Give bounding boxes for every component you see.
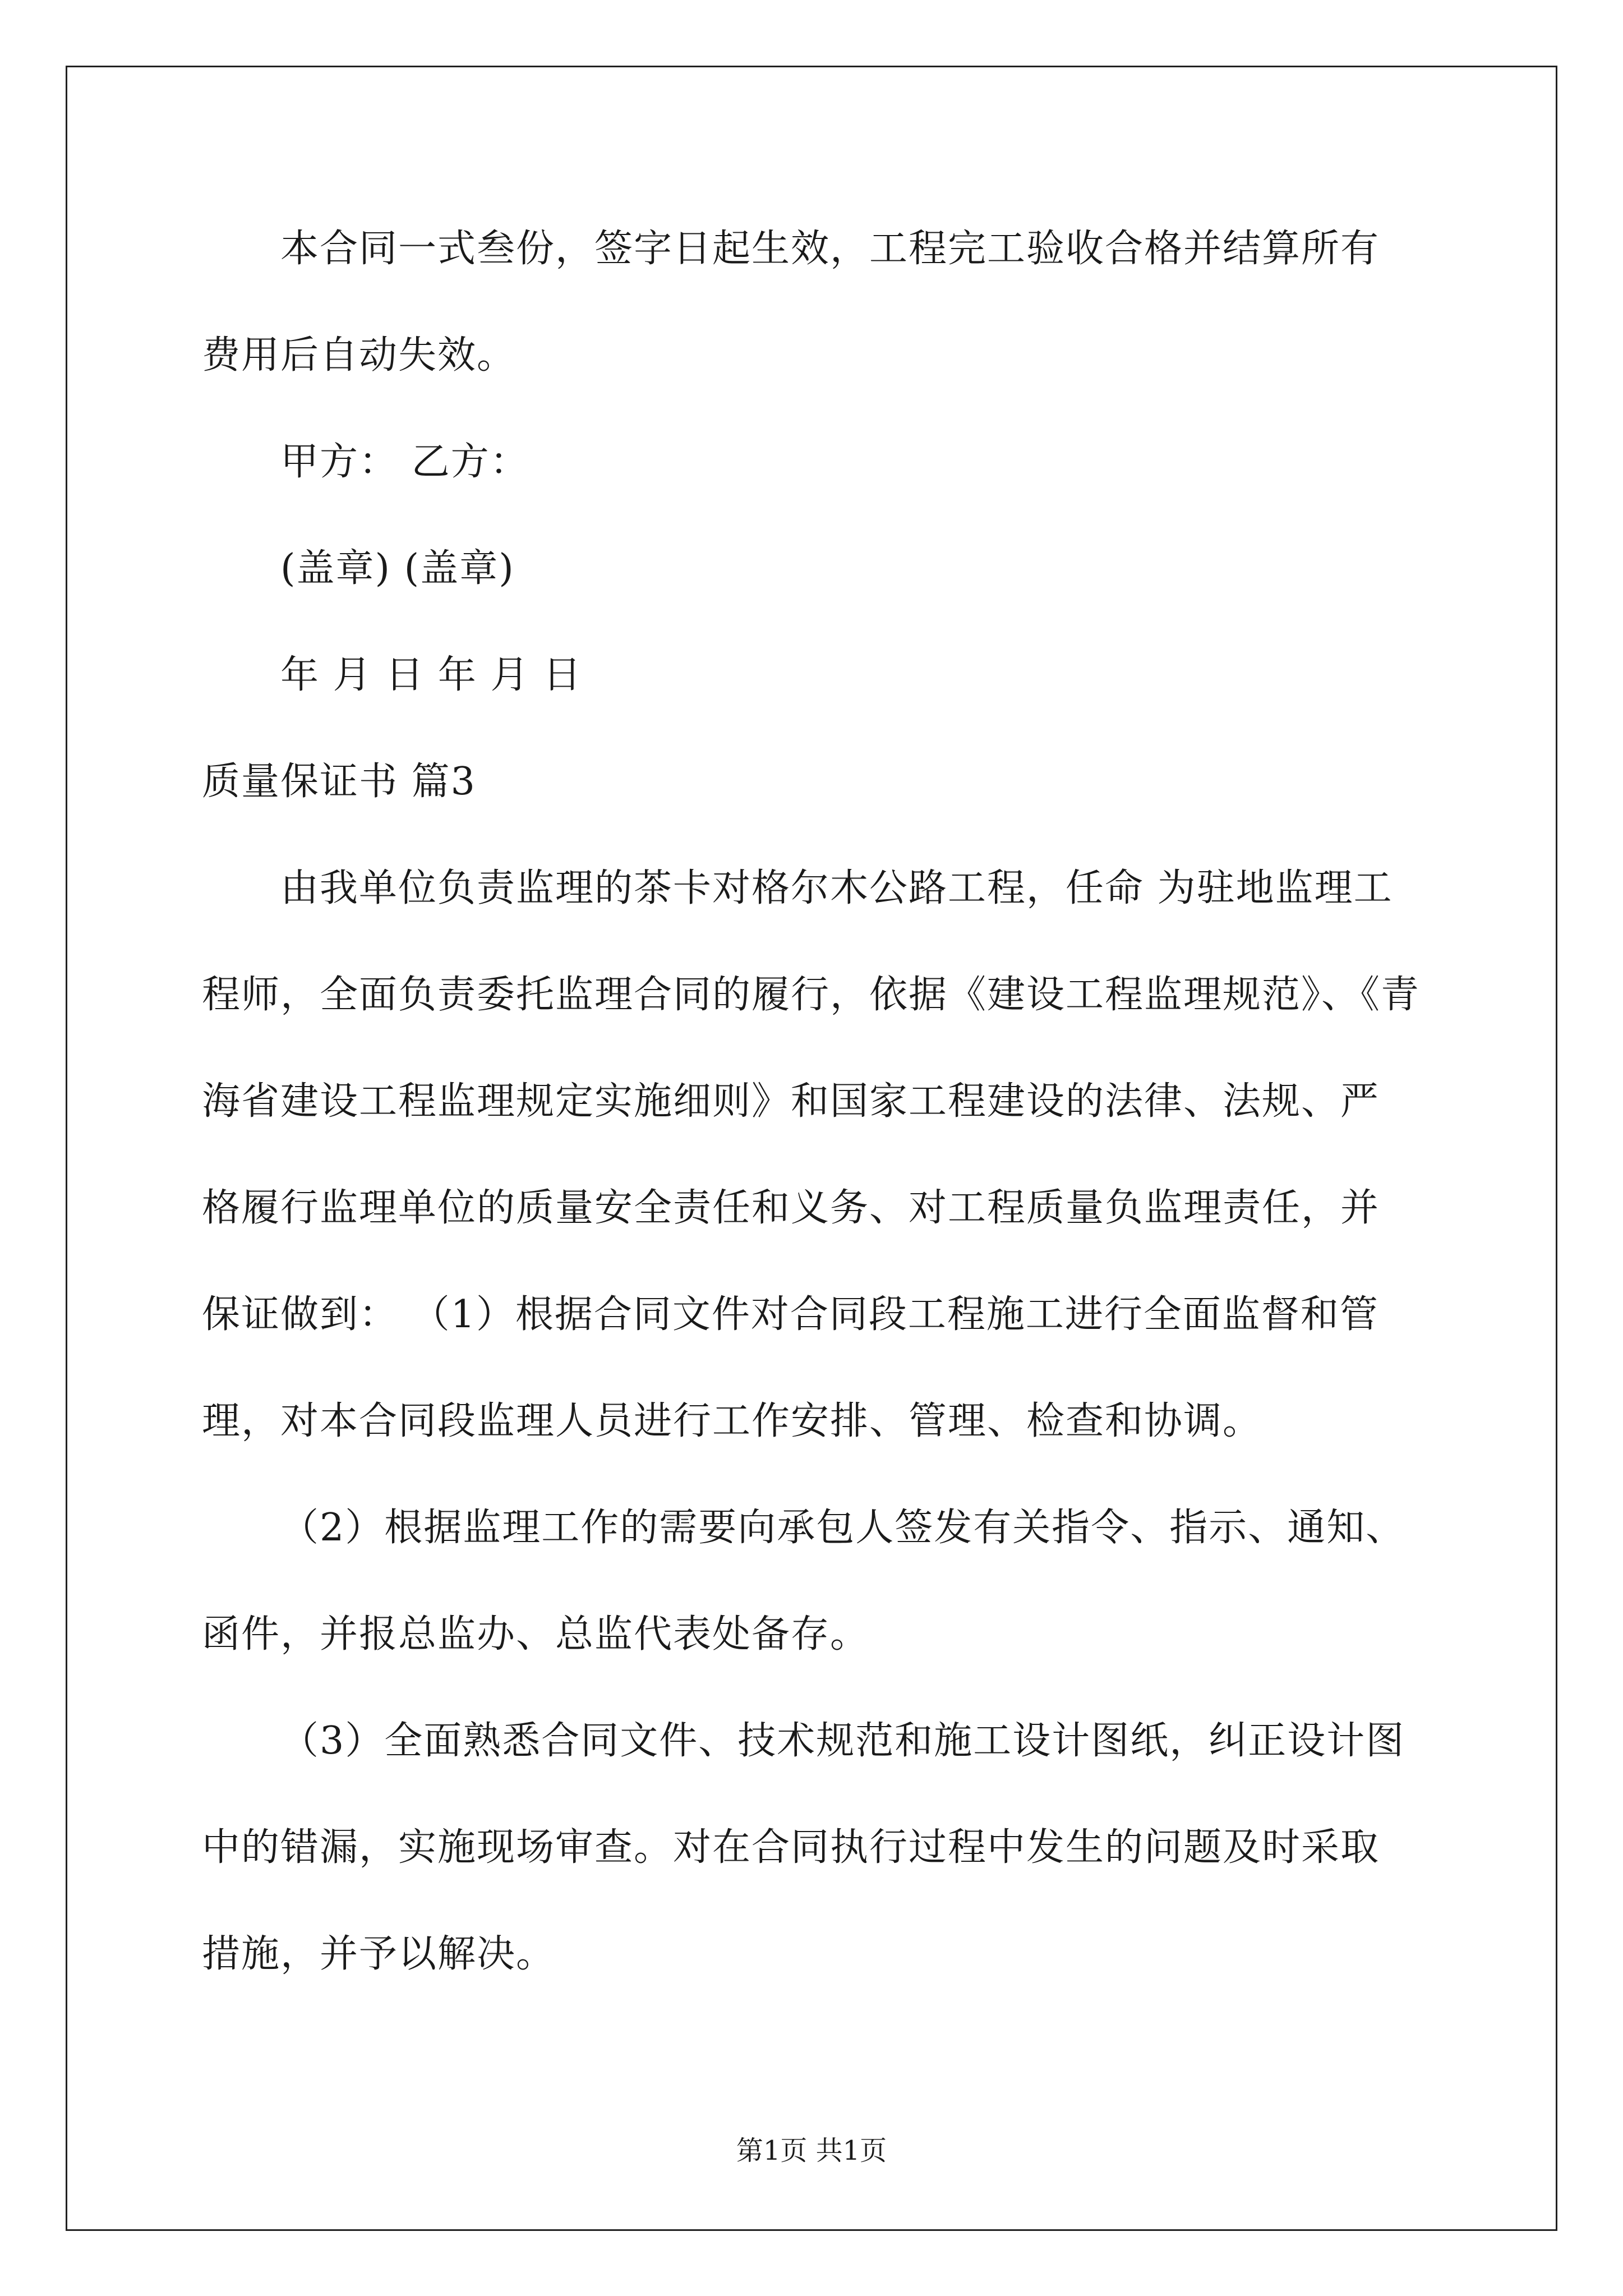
text-line-17: 措施，并予以解决。 (202, 1932, 556, 1976)
text-line-8: 程师，全面负责委托监理合同的履行，依据《建设工程监理规范》、《青 (202, 973, 1421, 1017)
text-line-1: 本合同一式叁份，签字日起生效，工程完工验收合格并结算所有 (280, 227, 1380, 271)
text-line-5: 年 月 日 年 月 日 (280, 653, 583, 697)
text-line-11: 保证做到： （1）根据合同文件对合同段工程施工进行全面监督和管 (202, 1292, 1379, 1337)
text-line-3: 甲方： 乙方： (280, 440, 529, 484)
text-line-9: 海省建设工程监理规定实施细则》和国家工程建设的法律、法规、严 (202, 1079, 1380, 1124)
text-line-4: (盖章) (盖章) (280, 546, 515, 591)
text-line-7: 由我单位负责监理的茶卡对格尔木公路工程，任命 为驻地监理工 (280, 866, 1393, 910)
text-line-16: 中的错漏，实施现场审查。对在合同执行过程中发生的问题及时采取 (202, 1825, 1380, 1870)
text-line-13: （2）根据监理工作的需要向承包人签发有关指令、指示、通知、 (280, 1506, 1405, 1550)
text-line-15: （3）全面熟悉合同文件、技术规范和施工设计图纸，纠正设计图 (280, 1719, 1405, 1763)
text-line-14: 函件，并报总监办、总监代表处备存。 (202, 1612, 870, 1657)
text-line-2: 费用后自动失效。 (202, 333, 517, 378)
text-line-12: 理，对本合同段监理人员进行工作安排、管理、检查和协调。 (202, 1399, 1262, 1443)
page-footer: 第1页 共1页 (736, 2135, 887, 2166)
text-line-10: 格履行监理单位的质量安全责任和义务、对工程质量负监理责任，并 (202, 1186, 1380, 1230)
section-heading: 质量保证书 篇3 (202, 760, 476, 804)
page-border (66, 66, 1557, 2231)
